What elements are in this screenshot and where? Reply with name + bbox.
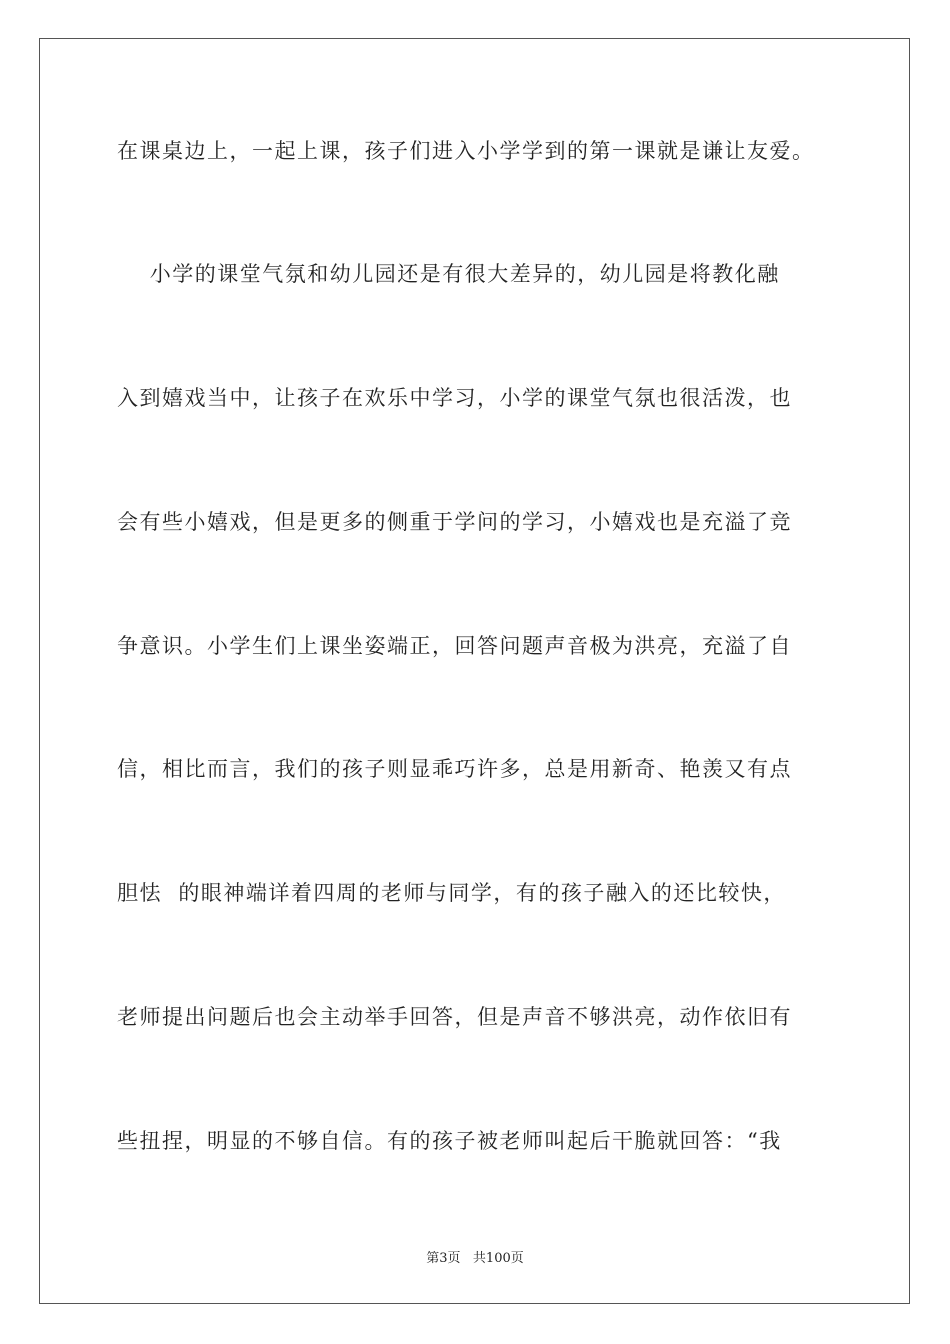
page-border (39, 38, 910, 1304)
body-text-line: 老师提出问题后也会主动举手回答，但是声音不够洪亮，动作依旧有 (117, 1005, 792, 1029)
body-text-line: 入到嬉戏当中，让孩子在欢乐中学习，小学的课堂气氛也很活泼，也 (117, 386, 792, 410)
body-text-line: 在课桌边上，一起上课，孩子们进入小学学到的第一课就是谦让友爱。 (117, 139, 815, 163)
body-text-line: 会有些小嬉戏，但是更多的侧重于学问的学习，小嬉戏也是充溢了竞 (117, 510, 792, 534)
body-text-line: 些扭捏，明显的不够自信。有的孩子被老师叫起后干脆就回答：“我 (117, 1129, 782, 1153)
body-text-line: 争意识。小学生们上课坐姿端正，回答问题声音极为洪亮，充溢了自 (117, 634, 792, 658)
page-number-footer: 第3页 共100页 (426, 1251, 524, 1266)
body-text-line: 胆怯 的眼神端详着四周的老师与同学，有的孩子融入的还比较快， (117, 881, 786, 905)
body-text-line: 信，相比而言，我们的孩子则显乖巧许多，总是用新奇、艳羡又有点 (117, 757, 792, 781)
body-text-line: 小学的课堂气氛和幼儿园还是有很大差异的，幼儿园是将教化融 (117, 262, 780, 286)
